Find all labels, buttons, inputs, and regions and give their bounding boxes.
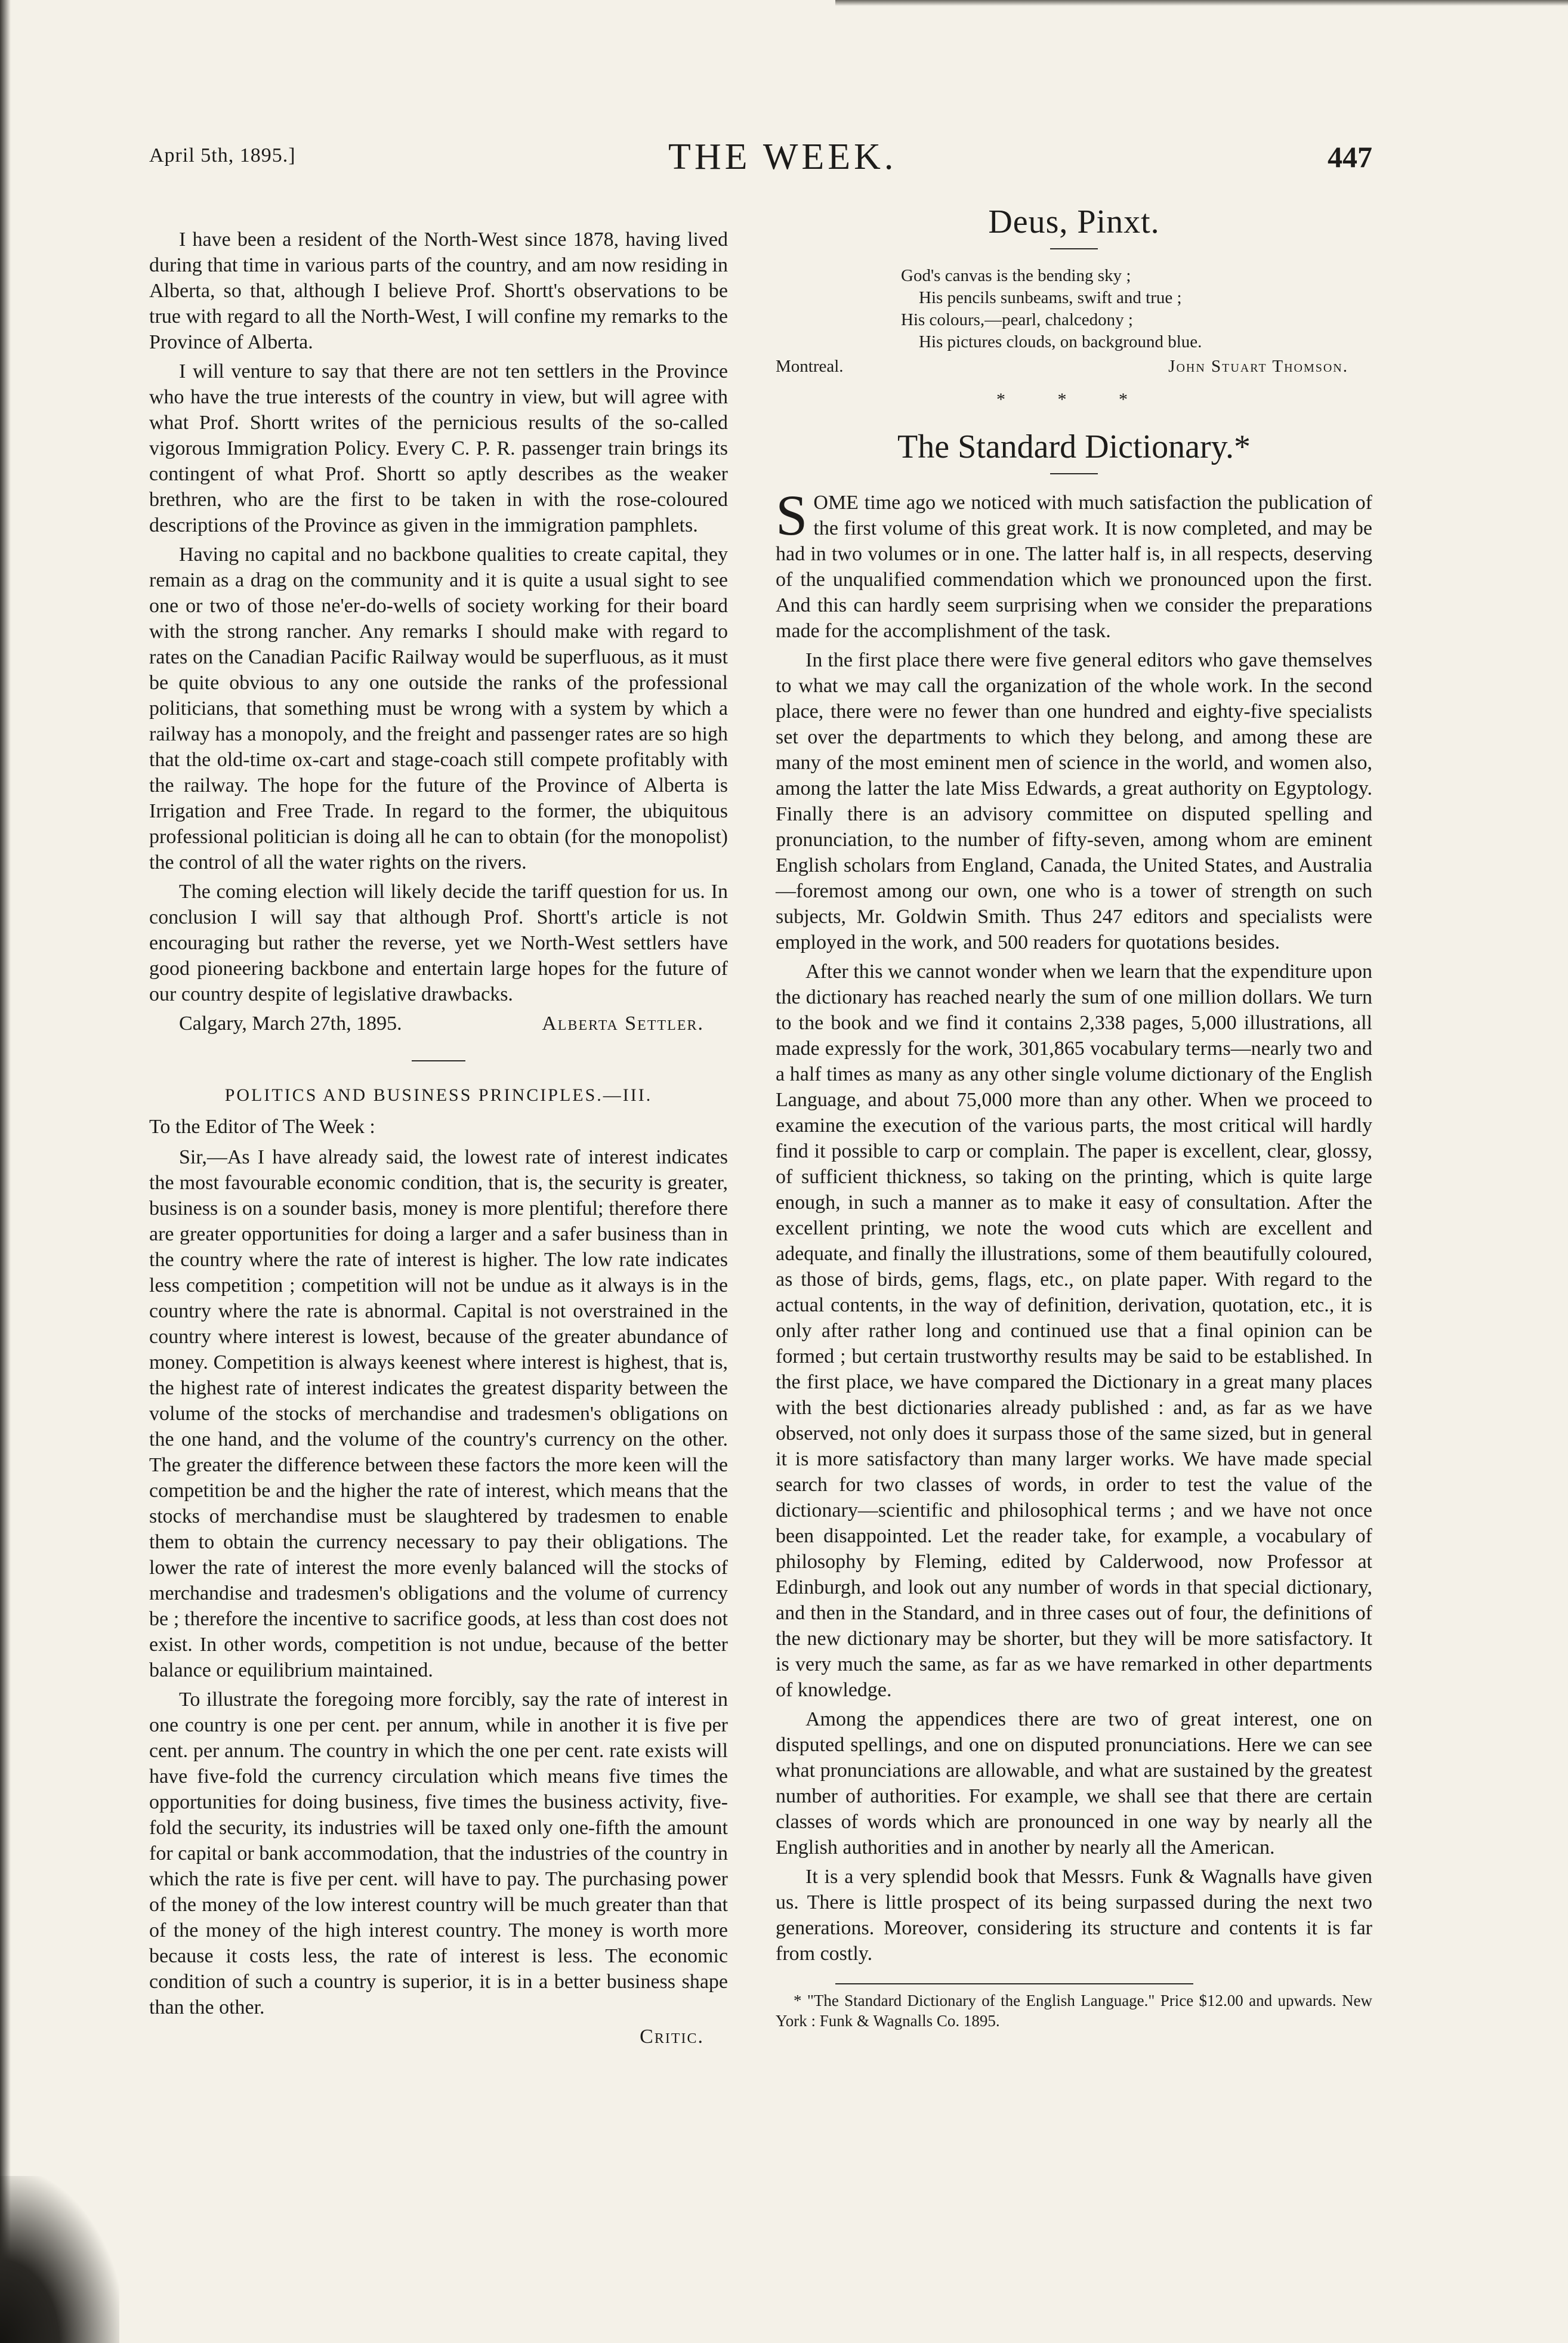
- section-divider: [412, 1060, 465, 1061]
- scan-corner-shadow: [0, 2176, 119, 2343]
- section-paragraph: Sir,—As I have already said, the lowest rate of interest indicates the most favourable economic condition, that is, the security is greater, business is on a sounder basis, money is more plentiful; therefore there are greater opportunities for doing a larger and a safer business than in the country where the rate of interest is higher. The low rate indicates less competition ; competition will not be undue as it always is in the country where the rate is abnormal. Capital is not overstrained in the country where interest is lowest, because of the greater abundance of money. Competition is always keenest where interest is highest, that is, the highest rate of interest indicates the greatest disparity between the volume of the stocks of merchandise and tradesmen's obligations on the one hand, and the volume of the country's currency on the other. The greater the difference between these factors the more keen will the competition be and the higher the rate of interest, which means that the stocks of merchandise must be slaughtered by tradesmen to enable them to obtain the currency necessary to pay their obligations. The lower the rate of interest the more evenly balanced will the stocks of merchandise and tradesmen's obligations and the volume of currency be ; therefore the incentive to sacrifice goods, at less than cost does not exist. In other words, competition is not undue, because of the better balance or equilibrium maintained.: [149, 1146, 728, 1681]
- page-number: 447: [1328, 140, 1372, 174]
- poem-line: His pencils sunbeams, swift and true ;: [919, 288, 1182, 307]
- poem: [901, 265, 1372, 353]
- letter-paragraph: The coming election will likely decide the tariff question for us. In conclusion I will say that although Prof. Shortt's article is not encouraging but rather the reverse, yet we North-West settlers have good pioneering backbone and entertain large hopes for the future of our country despite of legislative drawbacks.: [149, 881, 728, 1005]
- poem-line: His colours,—pearl, chalcedony ;: [901, 310, 1133, 329]
- right-column: [776, 203, 1372, 2031]
- scan-top-edge: [835, 0, 1568, 6]
- letter-paragraph: I have been a resident of the North-West since 1878, having lived during that time in various parts of the country, and am now residing in Alberta, so that, although I believe Prof. Shortt's observations to be true with regard to all the North-West, I will confine my remarks to the Province of Alberta.: [149, 229, 728, 353]
- title-rule: [1050, 248, 1098, 249]
- poem-line: God's canvas is the bending sky ;: [901, 266, 1131, 285]
- section-signature: Critic.: [640, 2026, 704, 2048]
- letter-paragraph: Having no capital and no backbone qualities to create capital, they remain as a drag on the community and it is quite a usual sight to see one or two of those ne'er-do-wells of society working for their board with the strong rancher. Any remarks I should make with regard to rates on the Canadian Pacific Railway would be superfluous, as it must be quite obvious to any one outside the ranks of the professional politicians, that something must be wrong with a system by which a railway has a monopoly, and the freight and passenger rates are so high that the old-time ox-cart and stage-coach still compete profitably with the railway. The hope for the future of the Province of Alberta is Irrigation and Free Trade. In regard to the former, the ubiquitous professional politician is doing all he can to obtain (for the monopolist) the control of all the water rights on the rivers.: [149, 544, 728, 873]
- running-header: [149, 136, 1372, 178]
- poem-title: Deus, Pinxt.: [988, 203, 1160, 240]
- article-paragraph: In the first place there were five general editors who gave themselves to what we may call the organization of the whole work. In the second place, there were no fewer than one hundred and eighty-five specialists set over the departments to which they belong, and among these are many of the most eminent men of science in the world, and women also, among the latter the late Miss Edwards, a great authority on Egyptology. Finally there is an advisory committee on disputed spelling and pronunciation, to the number of fifty-seven, among whom are eminent English scholars from England, Canada, the United States, and Australia—foremost among our own, one who is a tower of strength on such subjects, Mr. Goldwin Smith. Thus 247 editors and specialists were employed in the work, and 500 readers for quotations besides.: [776, 649, 1372, 953]
- salutation: To the Editor of The Week :: [149, 1116, 375, 1138]
- letter-paragraph: I will venture to say that there are not ten settlers in the Province who have the true interests of the country in view, but will agree with what Prof. Shortt writes of the pernicious results of the so-called vigorous Immigration Policy. Every C. P. R. passenger train brings its contingent of what Prof. Shortt so aptly describes as the weaker brethren, who are the first to be taken in with the rose-coloured descriptions of the Province as given in the immigration pamphlets.: [149, 360, 728, 536]
- article-title: The Standard Dictionary.*: [897, 428, 1251, 465]
- letter-signature: [149, 1011, 728, 1036]
- issue-date: April 5th, 1895.]: [149, 144, 296, 166]
- article-paragraph: Among the appendices there are two of great interest, one on disputed spellings, and one on disputed pronunciations. Here we can see what pronunciations are allowable, and what are sustained by the greatest number of authorities. For example, we shall see that there are certain classes of words which are pronounced in one way by nearly all the English authorities and in another by nearly all the American.: [776, 1708, 1372, 1859]
- poem-author: John Stuart Thomson.: [1168, 357, 1348, 376]
- article-first-paragraph: SOME time ago we noticed with much satisfaction the publication of the first volume of this great work. It is now completed, and may be had in two volumes or in one. The latter half is, in all respects, deserving of the unqualified commendation which we pronounced upon the first. And this can hardly seem surprising when we consider the preparations made for the accomplishment of the task.: [776, 483, 1372, 642]
- article-paragraph: After this we cannot wonder when we learn that the expenditure upon the dictionary has reached nearly the sum of one million dollars. We turn to the book and we find it contains 2,338 pages, 5,000 illustrations, all made expressly for the work, 301,865 vocabulary terms—nearly two and a half times as many as any other single volume dictionary of the English Language, and about 75,000 more than any other. When we proceed to examine the execution of the various parts, the most critical will hardly find it possible to carp or complain. The paper is excellent, clear, glossy, of sufficient thickness, so taking on the printing, which is quite large enough, in such a manner as to make it easy of consultation. After the excellent printing, we note the wood cuts which are excellent and adequate, and finally the illustrations, some of them beautifully coloured, as those of birds, gems, flags, etc., on plate paper. With regard to the actual contents, in the way of definition, derivation, quotation, etc., it is only after rather long and continued use that a final opinion can be formed ; but certain trustworthy results may be said to be established. In the first place, we have compared the Dictionary in a great many places with the best dictionaries already published : and, as far as we have observed, not only does it surpass those of the same sized, but in general it is more satisfactory than many larger works. We have made special search for two classes of words, in order to test the value of the dictionary—scientific and philosophical terms ; and we have not once been disappointed. Let the reader take, for example, a vocabulary of philosophy by Fleming, edited by Calderwood, now Professor at Edinburgh, and look out any number of words in that special dictionary, and then in the Standard, and in three cases out of four, the definitions of the new dictionary may be shorter, but they will be more satisfactory. It is very much the same, as far as we have remarked in other departments of knowledge.: [776, 961, 1372, 1701]
- poem-signature: [776, 357, 1348, 376]
- signature-name: Alberta Settler.: [542, 1012, 704, 1035]
- poem-place: Montreal.: [776, 357, 844, 376]
- asterism: * * *: [996, 390, 1152, 409]
- footnote-rule: [835, 1983, 1193, 1984]
- drop-cap: S: [776, 483, 808, 547]
- title-rule: [1050, 473, 1098, 474]
- scan-edge-shadow: [0, 0, 11, 2343]
- poem-line: His pictures clouds, on background blue.: [919, 332, 1202, 351]
- footnote: * "The Standard Dictionary of the English Language." Price $12.00 and upwards. New York : Funk & Wagnalls Co. 1895.: [776, 1992, 1372, 2030]
- section-heading: POLITICS AND BUSINESS PRINCIPLES.—III.: [224, 1085, 653, 1105]
- article-paragraph: It is a very splendid book that Messrs. Funk & Wagnalls have given us. There is little prospect of its being surpassed during the next two generations. Moreover, considering its structure and contents it is far from costly.: [776, 1866, 1372, 1965]
- publication-title: THE WEEK.: [668, 137, 897, 177]
- section-signature-line: [149, 2024, 728, 2049]
- left-column: [149, 227, 728, 2049]
- signature-place: Calgary, March 27th, 1895.: [179, 1012, 402, 1035]
- section-paragraph: To illustrate the foregoing more forcibly, say the rate of interest in one country is one per cent. per annum, while in another it is five per cent. per annum. The country in which the one per cent. rate exists will have five-fold the currency circulation which means five times the opportunities for doing business, five times the business activity, five-fold the security, its industries will be taxed only one-fifth the amount for capital or bank accommodation, that the industries of the country in which the rate is five per cent. will have to pay. The purchasing power of the money of the low interest country will be much greater than that of the money of the high interest country. The money is worth more because it costs less, the rate of interest is less. The economic condition of such a country is superior, it is in a better business shape than the other.: [149, 1688, 728, 2018]
